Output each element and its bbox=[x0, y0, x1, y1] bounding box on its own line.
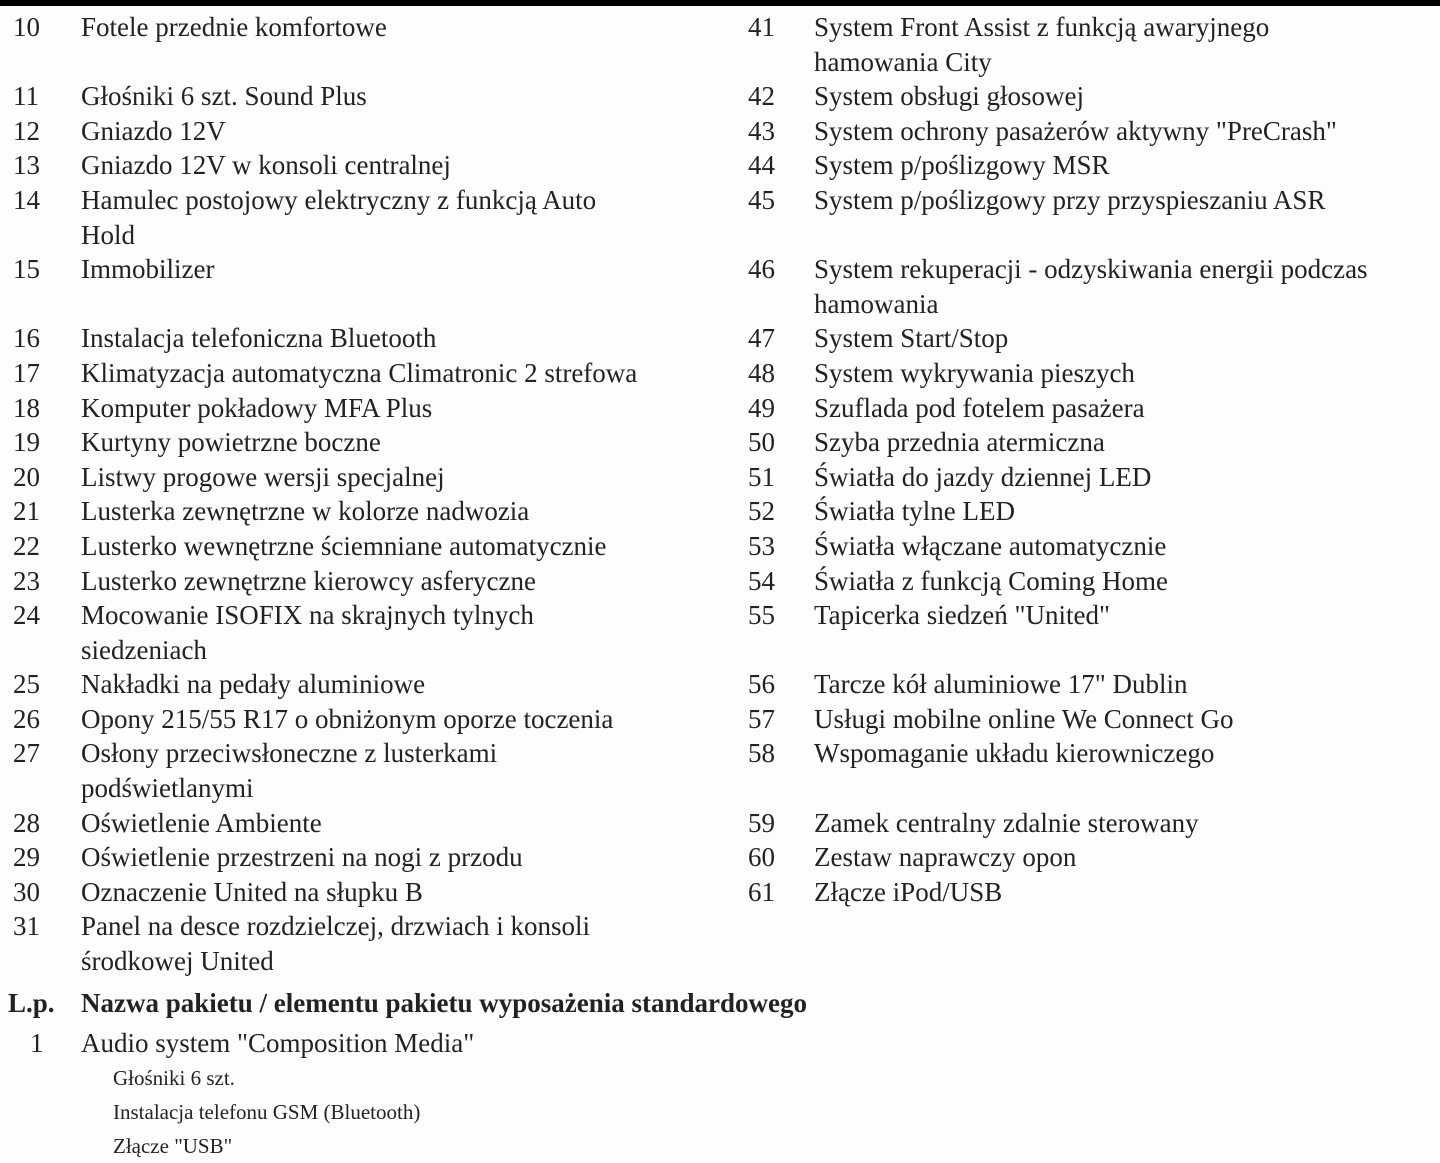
item-text-line: Listwy progowe wersji specjalnej bbox=[81, 461, 445, 492]
list-row bbox=[0, 10, 1440, 79]
item-text-line: Światła tylne LED bbox=[814, 496, 1015, 527]
package-list bbox=[0, 1025, 1440, 1163]
item-text-line: Lusterka zewnętrzne w kolorze nadwozia bbox=[81, 496, 530, 527]
item-name bbox=[814, 252, 1440, 321]
item-name bbox=[81, 79, 748, 114]
item-text-line: podświetlanymi bbox=[81, 773, 254, 804]
list-row bbox=[0, 183, 1440, 252]
item-name bbox=[814, 564, 1440, 599]
equipment-list bbox=[0, 10, 1440, 979]
item-number: 52 bbox=[748, 496, 775, 527]
item-number: 58 bbox=[748, 738, 775, 769]
item-text-line: Immobilizer bbox=[81, 254, 215, 285]
item-number: 51 bbox=[748, 461, 775, 492]
item-number: 42 bbox=[748, 81, 775, 112]
item-name bbox=[81, 564, 748, 599]
item-name bbox=[814, 529, 1440, 564]
list-row bbox=[0, 148, 1440, 183]
item-name bbox=[814, 183, 1440, 252]
item-number: 44 bbox=[748, 150, 775, 181]
item-name bbox=[81, 667, 748, 702]
item-text-line: Gniazdo 12V w konsoli centralnej bbox=[81, 150, 451, 181]
list-row bbox=[0, 460, 1440, 495]
item-text-line: Komputer pokładowy MFA Plus bbox=[81, 392, 433, 423]
item-text-line: Zestaw naprawczy opon bbox=[814, 842, 1077, 873]
item-text-line: siedzeniach bbox=[81, 634, 207, 665]
item-text-line: Hold bbox=[81, 219, 135, 250]
item-name bbox=[814, 460, 1440, 495]
list-row bbox=[0, 252, 1440, 321]
item-name bbox=[814, 909, 1440, 978]
list-row bbox=[0, 806, 1440, 841]
item-number: 17 bbox=[13, 357, 40, 388]
item-name bbox=[81, 321, 748, 356]
list-row bbox=[0, 529, 1440, 564]
item-name bbox=[81, 10, 748, 79]
item-text-line: Tarcze kół aluminiowe 17" Dublin bbox=[814, 669, 1188, 700]
item-text-line: Nakładki na pedały aluminiowe bbox=[81, 669, 426, 700]
item-name bbox=[81, 529, 748, 564]
item-text-line: hamowania City bbox=[814, 46, 992, 77]
item-number: 21 bbox=[13, 496, 40, 527]
item-text-line: System p/poślizgowy przy przyspieszaniu ASR bbox=[814, 184, 1326, 215]
package-element: Instalacja telefonu GSM (Bluetooth) bbox=[113, 1100, 421, 1124]
item-text-line: Głośniki 6 szt. Sound Plus bbox=[81, 81, 367, 112]
item-text-line: Instalacja telefoniczna Bluetooth bbox=[81, 323, 437, 354]
item-text-line: Gniazdo 12V bbox=[81, 115, 226, 146]
item-text-line: Oznaczenie United na słupku B bbox=[81, 876, 423, 907]
list-row bbox=[0, 114, 1440, 149]
package-table-header bbox=[8, 986, 807, 1020]
item-number: 10 bbox=[13, 12, 40, 42]
list-row bbox=[0, 598, 1440, 667]
item-number: 48 bbox=[748, 357, 775, 388]
item-number: 43 bbox=[748, 115, 775, 146]
item-name bbox=[814, 321, 1440, 356]
item-text-line: hamowania bbox=[814, 288, 939, 319]
item-name bbox=[814, 114, 1440, 149]
item-text-line: Oświetlenie przestrzeni na nogi z przodu bbox=[81, 842, 523, 873]
item-number: 26 bbox=[13, 703, 40, 734]
list-row bbox=[0, 391, 1440, 426]
item-name bbox=[814, 806, 1440, 841]
item-number: 60 bbox=[748, 842, 775, 873]
package-item bbox=[0, 1025, 1440, 1061]
item-number: 57 bbox=[748, 703, 775, 734]
item-number: 23 bbox=[13, 565, 40, 596]
item-number bbox=[748, 909, 814, 978]
item-number: 50 bbox=[748, 427, 775, 458]
item-number: 15 bbox=[13, 254, 40, 285]
item-number: 55 bbox=[748, 600, 775, 631]
item-name bbox=[814, 148, 1440, 183]
item-number: 12 bbox=[13, 115, 40, 146]
item-text-line: System p/poślizgowy MSR bbox=[814, 150, 1110, 181]
item-number: 18 bbox=[13, 392, 40, 423]
item-text-line: System obsługi głosowej bbox=[814, 81, 1085, 112]
item-text-line: Złącze iPod/USB bbox=[814, 876, 1003, 907]
item-name bbox=[81, 875, 748, 910]
item-text-line: Szyba przednia atermiczna bbox=[814, 427, 1105, 458]
list-row bbox=[0, 564, 1440, 599]
item-number: 47 bbox=[748, 323, 775, 354]
item-name bbox=[814, 494, 1440, 529]
item-name bbox=[81, 356, 748, 391]
item-number: 56 bbox=[748, 669, 775, 700]
item-text-line: Światła włączane automatycznie bbox=[814, 530, 1167, 561]
item-text-line: Kurtyny powietrzne boczne bbox=[81, 427, 381, 458]
item-number: 31 bbox=[13, 911, 40, 942]
list-row bbox=[0, 494, 1440, 529]
header-title: Nazwa pakietu / elementu pakietu wyposażenia standardowego bbox=[81, 988, 808, 1018]
item-number: 14 bbox=[13, 184, 40, 215]
item-text-line: Zamek centralny zdalnie sterowany bbox=[814, 807, 1199, 838]
item-number: 25 bbox=[13, 669, 40, 700]
item-name bbox=[814, 598, 1440, 667]
item-text-line: System wykrywania pieszych bbox=[814, 357, 1135, 388]
list-row bbox=[0, 736, 1440, 805]
item-number: 24 bbox=[13, 600, 40, 631]
item-name bbox=[814, 356, 1440, 391]
item-text-line: Mocowanie ISOFIX na skrajnych tylnych bbox=[81, 600, 534, 631]
item-name bbox=[81, 183, 748, 252]
item-number: 20 bbox=[13, 461, 40, 492]
item-name bbox=[81, 806, 748, 841]
item-name bbox=[814, 840, 1440, 875]
item-name bbox=[81, 114, 748, 149]
item-number: 29 bbox=[13, 842, 40, 873]
item-number: 16 bbox=[13, 323, 40, 354]
item-name bbox=[81, 840, 748, 875]
item-text-line: Klimatyzacja automatyczna Climatronic 2 strefowa bbox=[81, 357, 638, 388]
item-number: 13 bbox=[13, 150, 40, 181]
item-text-line: Fotele przednie komfortowe bbox=[81, 12, 387, 42]
item-text-line: Szuflada pod fotelem pasażera bbox=[814, 392, 1145, 423]
list-row bbox=[0, 425, 1440, 460]
list-row bbox=[0, 356, 1440, 391]
item-name bbox=[814, 667, 1440, 702]
item-text-line: System rekuperacji - odzyskiwania energii podczas bbox=[814, 254, 1368, 285]
item-text-line: Lusterko zewnętrzne kierowcy asferyczne bbox=[81, 565, 537, 596]
package-element: Złącze "USB" bbox=[113, 1134, 233, 1158]
item-name bbox=[81, 252, 748, 321]
item-text-line: Osłony przeciwsłoneczne z lusterkami bbox=[81, 738, 498, 769]
item-number: 46 bbox=[748, 254, 775, 285]
item-text-line: Światła do jazdy dziennej LED bbox=[814, 461, 1152, 492]
item-name bbox=[81, 148, 748, 183]
item-number: 49 bbox=[748, 392, 775, 423]
item-number: 22 bbox=[13, 530, 40, 561]
item-text-line: System Start/Stop bbox=[814, 323, 1009, 354]
item-text-line: System ochrony pasażerów aktywny "PreCrash" bbox=[814, 115, 1337, 146]
item-number: 27 bbox=[13, 738, 40, 769]
item-name bbox=[81, 460, 748, 495]
item-name bbox=[81, 909, 748, 978]
item-number: 19 bbox=[13, 427, 40, 458]
package-name: Audio system "Composition Media" bbox=[81, 1028, 475, 1058]
item-name bbox=[81, 391, 748, 426]
item-name bbox=[81, 702, 748, 737]
item-name bbox=[814, 875, 1440, 910]
item-number: 28 bbox=[13, 807, 40, 838]
item-text-line: Panel na desce rozdzielczej, drzwiach i konsoli bbox=[81, 911, 591, 942]
package-element: Głośniki 6 szt. bbox=[113, 1066, 235, 1090]
item-text-line: środkowej United bbox=[81, 946, 274, 977]
item-number: 41 bbox=[748, 12, 775, 42]
item-number: 45 bbox=[748, 184, 775, 215]
header-lp: L.p. bbox=[8, 988, 55, 1018]
item-text-line: Tapicerka siedzeń "United" bbox=[814, 600, 1111, 631]
item-text-line: Światła z funkcją Coming Home bbox=[814, 565, 1168, 596]
item-name bbox=[814, 391, 1440, 426]
list-row bbox=[0, 702, 1440, 737]
item-text-line: Hamulec postojowy elektryczny z funkcją Auto bbox=[81, 184, 597, 215]
item-number: 30 bbox=[13, 876, 40, 907]
item-name bbox=[81, 494, 748, 529]
item-text-line: Lusterko wewnętrzne ściemniane automatycznie bbox=[81, 530, 607, 561]
item-name bbox=[81, 598, 748, 667]
item-name bbox=[814, 79, 1440, 114]
item-number: 53 bbox=[748, 530, 775, 561]
item-text-line: Wspomaganie układu kierowniczego bbox=[814, 738, 1215, 769]
list-row bbox=[0, 79, 1440, 114]
top-border bbox=[0, 0, 1440, 6]
list-row bbox=[0, 909, 1440, 978]
list-row bbox=[0, 875, 1440, 910]
item-name bbox=[814, 702, 1440, 737]
item-name bbox=[814, 425, 1440, 460]
list-row bbox=[0, 840, 1440, 875]
item-text-line: Opony 215/55 R17 o obniżonym oporze toczenia bbox=[81, 703, 614, 734]
item-name bbox=[814, 736, 1440, 805]
item-text-line: System Front Assist z funkcją awaryjnego bbox=[814, 12, 1270, 42]
item-name bbox=[81, 425, 748, 460]
package-number: 1 bbox=[30, 1028, 44, 1058]
item-name bbox=[814, 10, 1440, 79]
item-name bbox=[81, 736, 748, 805]
item-number: 59 bbox=[748, 807, 775, 838]
item-number: 11 bbox=[13, 81, 39, 112]
list-row bbox=[0, 667, 1440, 702]
item-text-line: Usługi mobilne online We Connect Go bbox=[814, 703, 1234, 734]
list-row bbox=[0, 321, 1440, 356]
item-number: 54 bbox=[748, 565, 775, 596]
item-number: 61 bbox=[748, 876, 775, 907]
item-text-line: Oświetlenie Ambiente bbox=[81, 807, 322, 838]
